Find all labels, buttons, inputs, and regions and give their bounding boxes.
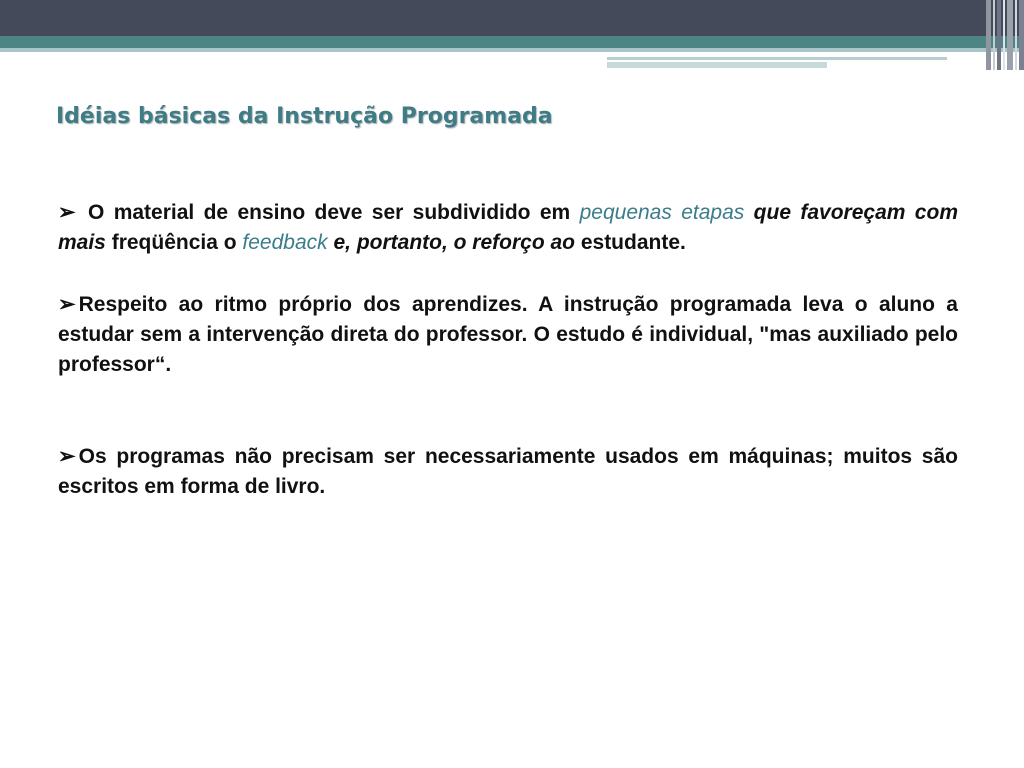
header-accent-strip <box>607 57 947 60</box>
header-accent-strip-short <box>607 62 827 68</box>
highlighted-term: pequenas etapas <box>579 201 745 224</box>
header-band-dark <box>0 0 1024 36</box>
paragraph-text: Respeito ao ritmo próprio dos aprendizes. A instrução programada leva o aluno a estudar sem a intervenção direta do professor. O estudo é individual, "mas auxiliado pelo professor“. <box>58 293 958 376</box>
bullet-paragraph <box>58 442 958 502</box>
paragraph-italic-text: que favoreçam com mais <box>58 201 958 254</box>
highlighted-term: feedback <box>242 231 328 254</box>
paragraph-text: freqüência o <box>105 231 243 254</box>
bullet-paragraph <box>58 198 958 258</box>
paragraph-text: Os programas não precisam ser necessariamente usados em máquinas; muitos são escritos em forma de livro. <box>58 445 958 498</box>
arrow-bullet-icon: ➢ <box>58 201 76 224</box>
slide-title: Idéias básicas da Instrução Programada <box>56 104 553 129</box>
arrow-bullet-icon: ➢ <box>58 445 76 468</box>
header-band-light <box>0 48 1024 52</box>
paragraph-text: estudante. <box>575 231 686 254</box>
corner-decoration <box>986 0 1024 70</box>
header-band-teal <box>0 36 1024 48</box>
slide-body <box>58 198 958 502</box>
bullet-paragraph <box>58 290 958 380</box>
paragraph-italic-text: e, portanto, o reforço ao <box>327 231 575 254</box>
arrow-bullet-icon: ➢ <box>58 293 76 316</box>
paragraph-text: O material de ensino deve ser subdividido em <box>87 201 580 224</box>
